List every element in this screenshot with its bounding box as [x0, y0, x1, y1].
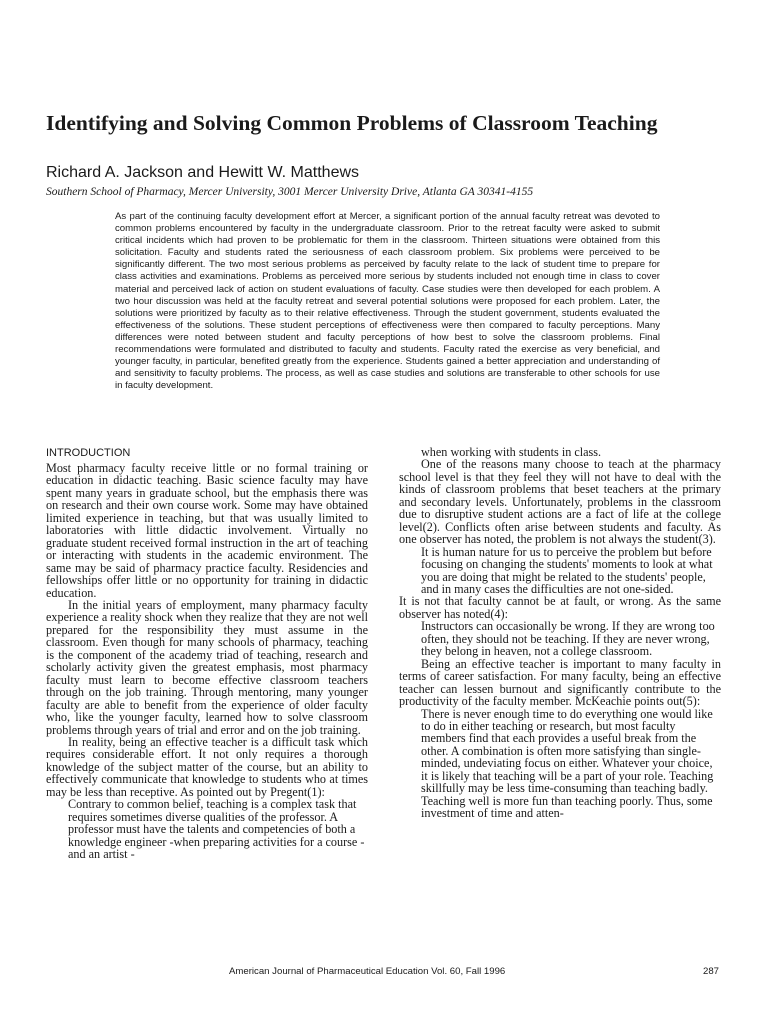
- block-quote-continuation: when working with students in class.: [421, 445, 602, 459]
- page-number: 287: [703, 966, 720, 977]
- block-quote: It is human nature for us to perceive the problem but before focusing on changing the students' moments to look at what you are doing that might be related to the students' people, and in many cases the difficulties are not one-sided.: [421, 544, 713, 596]
- paragraph: It is not that faculty cannot be at fault, or wrong. As the same observer has noted(4):: [399, 594, 721, 621]
- left-column: [46, 446, 368, 861]
- block-quote: Instructors can occasionally be wrong. If they are wrong too often, they should not be teaching. If they are never wrong, they belong in heaven, not a college classroom.: [421, 619, 715, 659]
- block-quote: There is never enough time to do everything one would like to do in either teaching or research, but most faculty members find that each provides a useful break from the other. A combination is often more satisfying than single-minded, undeviating focus on either. Whatever your choice, it is likely that teaching will be a part of your role. Teaching skillfully may be less time-consuming than teaching badly. Teaching well is more fun than teaching poorly. Thus, some investment of time and atten-: [421, 706, 714, 821]
- author-affiliation: Southern School of Pharmacy, Mercer University, 3001 Mercer University Drive, Atlanta GA 30341-4155: [46, 186, 534, 198]
- section-heading-introduction: INTRODUCTION: [46, 447, 131, 459]
- article-title: Identifying and Solving Common Problems of Classroom Teaching: [46, 111, 658, 135]
- paragraph: In the initial years of employment, many pharmacy faculty experience a reality shock when they realize that they are not well prepared for the responsibility they must assume in the classroom. Even though for many schools of pharmacy, teaching is the component of the academy triad of teaching, research and scholarly activity given the greatest emphasis, most pharmacy faculty must learn to become effective classroom teachers through on the job training. Through mentoring, many younger faculty are able to benefit from the experience of older faculty who, like the younger faculty, learned how to solve classroom problems through years of trial and error and on the job training.: [46, 597, 368, 737]
- author-names: Richard A. Jackson and Hewitt W. Matthews: [46, 164, 360, 181]
- journal-citation: American Journal of Pharmaceutical Education Vol. 60, Fall 1996: [229, 966, 506, 977]
- paragraph: One of the reasons many choose to teach at the pharmacy school level is that they feel they will not have to deal with the kinds of classroom problems that beset teachers at the primary and secondary levels. Unfortunately, problems in the classroom due to disruptive student actions are a fact of life at the college level(2). Conflicts often arise between students and faculty. As one observer has noted, the problem is not always the student(3).: [399, 457, 721, 547]
- paragraph: Most pharmacy faculty receive little or no formal training or education in didactic teaching. Basic science faculty may have spent many years in graduate school, but the emphasis there was on research and their own course work. Some may have obtained limited experience in teaching, but that was usually limited to laboratories with little didactic involvement. Virtually no graduate student received formal instruction in the art of teaching or interacting with students in the academic environment. The same may be said of pharmacy practice faculty. Residencies and fellowships offer little or no opportunity for training in didactic education.: [46, 461, 368, 600]
- right-column: [399, 446, 721, 820]
- paragraph: In reality, being an effective teacher is a difficult task which requires considerable effort. It not only requires a thorough knowledge of the subject matter of the course, but an ability to effectively communicate that knowledge to students who at times may be less than receptive. As pointed out by Pregent(1):: [46, 734, 368, 799]
- paragraph: Being an effective teacher is important to many faculty in terms of career satisfaction. For many faculty, being an effective teacher can lessen burnout and significantly contribute to the productivity of the faculty member. McKeachie points out(5):: [399, 656, 721, 709]
- abstract: As part of the continuing faculty development effort at Mercer, a significant portion of the annual faculty retreat was devoted to common problems encountered by faculty in the undergraduate classroom. Prior to the retreat faculty were asked to submit critical incidents which had proven to be problematic for them in the classroom. Thirteen situations were obtained from this solicitation. Faculty and students rated the seriousness of each classroom problem. Six problems were perceived to be significantly different. The two most serious problems as perceived by faculty relate to the lack of student time to prepare for class activities and examinations. Problems as perceived more serious by students included not enough time in class to cover material and perceived lack of action on student evaluations of faculty. Case studies were then developed for each problem. A two hour discussion was held at the faculty retreat and several potential solutions were proposed for each problem. Later, the solutions were prioritized by faculty as to their relative effectiveness. Through the student government, students evaluated the effectiveness of the solutions. These student perceptions of effectiveness were then compared to faculty perceptions. Many differences were noted between student and faculty perceptions of how best to solve the classroom problems. Final recommendations were formulated and distributed to faculty and students. Faculty rated the exercise as very beneficial, and younger faculty, in particular, benefited greatly from the experience. Students gained a better appreciation and understanding of and sensitivity to faculty problems. The process, as well as case studies and solutions are transferable to other schools for use in faculty development.: [115, 211, 660, 392]
- block-quote: Contrary to common belief, teaching is a complex task that requires sometimes diverse qualities of the professor. A professor must have the talents and competencies of both a knowledge engineer -when preparing activities for a course - and an artist -: [68, 797, 365, 862]
